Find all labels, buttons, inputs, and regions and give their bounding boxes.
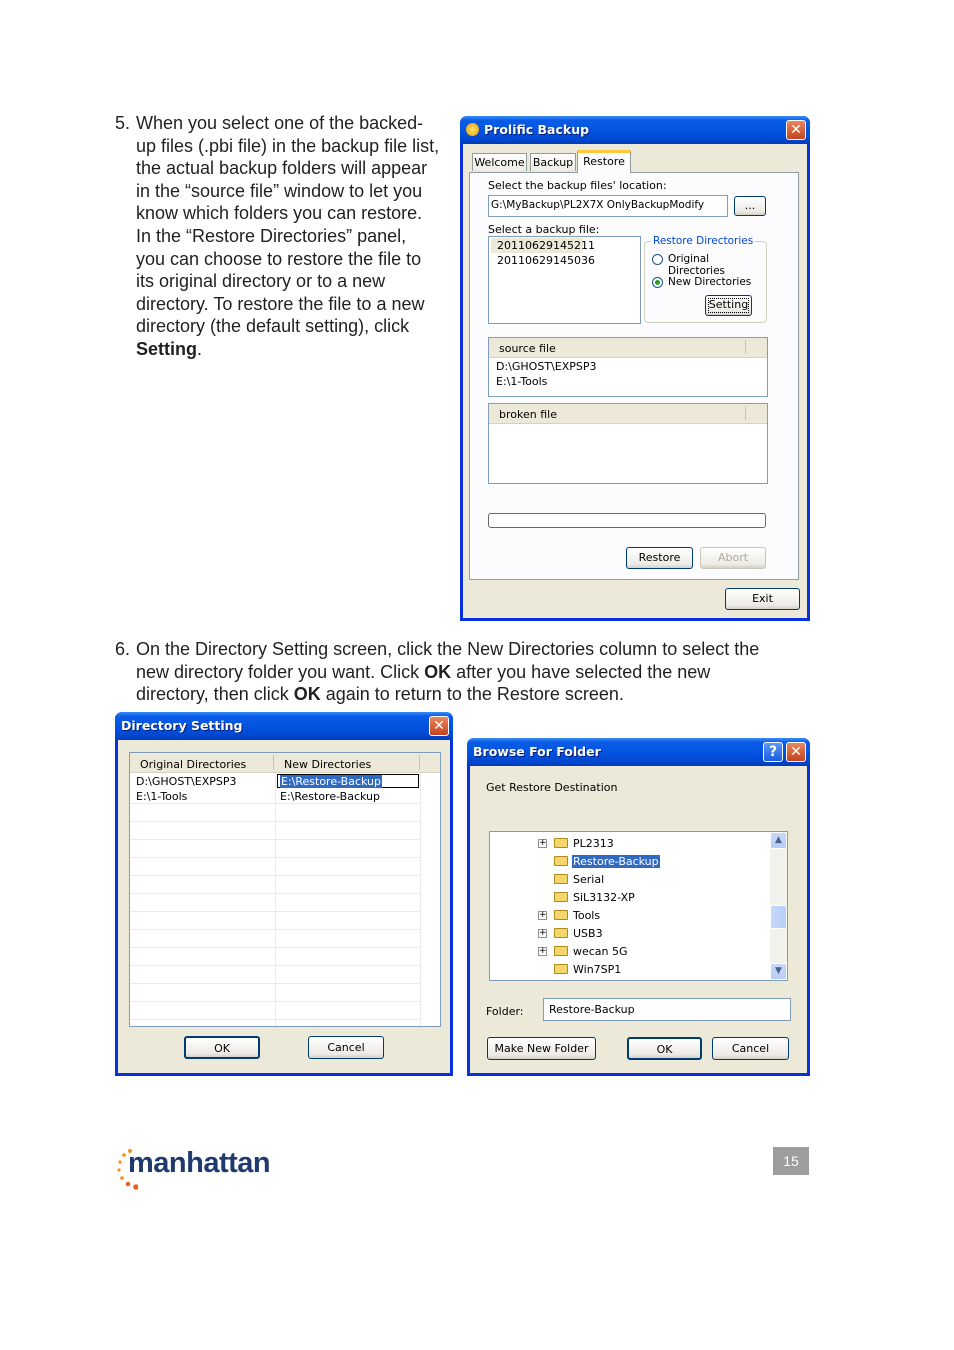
tab-welcome[interactable] (472, 153, 527, 171)
close-icon[interactable]: ✕ (786, 742, 806, 762)
location-input[interactable]: G:\MyBackup\PL2X7X OnlyBackupModify (488, 195, 728, 217)
prolific-backup-window (460, 116, 810, 621)
step-6-text (136, 638, 826, 706)
tab-backup-label: Backup (532, 156, 574, 169)
radio-new-directories[interactable] (652, 277, 663, 288)
tree-item-label: USB3 (573, 926, 603, 940)
select-backup-label: Select a backup file: (488, 223, 600, 236)
list-item[interactable]: 20110629145211 (491, 238, 583, 253)
step-5-line: know which folders you can restore. (136, 203, 423, 224)
scroll-up-icon[interactable]: ▲ (770, 832, 787, 849)
browse-client (470, 766, 807, 1073)
setting-emphasis: Setting (136, 338, 197, 359)
ok-button[interactable]: OK (184, 1036, 260, 1059)
tree-item-label: Restore-Backup (573, 854, 659, 868)
list-item: D:\GHOST\EXPSP3 (496, 360, 597, 373)
tree-item[interactable] (554, 836, 615, 850)
radio-original-label: Original Directories (668, 253, 726, 277)
tree-item-label: wecan 5G (573, 944, 628, 958)
progress-bar (488, 513, 766, 528)
radio-original-directories[interactable] (652, 254, 663, 265)
restore-tab-panel (469, 172, 799, 580)
browse-location-button[interactable]: ... (734, 196, 766, 216)
manhattan-logo (116, 1145, 286, 1191)
help-icon[interactable]: ? (763, 742, 783, 762)
directory-grid[interactable] (129, 752, 441, 1027)
backup-file-list[interactable] (488, 236, 641, 324)
directory-setting-title: Directory Setting (121, 718, 243, 733)
folder-icon (554, 910, 568, 920)
exit-button[interactable]: Exit (725, 588, 800, 610)
broken-file-header: broken file (499, 408, 557, 421)
expand-icon[interactable]: + (539, 910, 547, 920)
column-new-directories[interactable]: New Directories (284, 758, 372, 771)
step-6-line-3: directory, then click OK again to return to the Restore screen. (136, 684, 624, 705)
directory-setting-title-bar[interactable] (115, 712, 453, 740)
tree-item-label: Tools (573, 908, 601, 922)
folder-input[interactable]: Restore-Backup (543, 998, 791, 1021)
table-row-original[interactable]: D:\GHOST\EXPSP3 (136, 775, 237, 788)
setting-button[interactable]: Setting (705, 295, 752, 316)
column-original-directories[interactable]: Original Directories (140, 758, 247, 771)
scroll-down-icon[interactable]: ▼ (770, 963, 787, 980)
directory-setting-client (118, 740, 450, 1073)
restore-directories-group (644, 235, 767, 323)
step-5-line: in the “source file” window to let you (136, 180, 423, 201)
page-number: 15 (783, 1153, 799, 1169)
tab-welcome-label: Welcome (474, 156, 525, 169)
folder-label: Folder: (486, 1005, 524, 1018)
step-5-period: . (197, 338, 203, 359)
app-icon (466, 123, 479, 136)
prolific-title-bar[interactable] (460, 116, 810, 144)
page-number-box (773, 1147, 809, 1175)
step-5-line: you can choose to restore the file to (136, 248, 422, 269)
cancel-button[interactable]: Cancel (308, 1036, 384, 1059)
tree-item-label: Win7SP1 (573, 962, 622, 976)
prolific-title: Prolific Backup (484, 122, 590, 137)
step-6 (115, 638, 835, 708)
new-directory-selected-text: E:\Restore-Backup (281, 775, 381, 788)
source-file-list[interactable] (488, 337, 768, 397)
tree-item[interactable] (554, 962, 622, 976)
step-5-line: directory. To restore the file to a new (136, 293, 425, 314)
folder-icon (554, 856, 568, 866)
folder-icon (554, 928, 568, 938)
folder-icon (554, 946, 568, 956)
tree-item-label: PL2313 (573, 836, 614, 850)
step-5-text (136, 112, 456, 361)
scroll-thumb[interactable] (770, 905, 787, 929)
browse-for-folder-window (467, 738, 810, 1076)
location-label: Select the backup files' location: (488, 179, 667, 192)
list-item[interactable]: 20110629145036 (497, 254, 595, 267)
folder-icon (554, 838, 568, 848)
tree-item[interactable] (554, 854, 660, 868)
tree-item[interactable] (554, 926, 604, 940)
step-5-line: In the “Restore Directories” panel, (136, 225, 407, 246)
step-5-line: its original directory or to a new (136, 271, 386, 292)
folder-tree[interactable] (489, 831, 788, 981)
tab-restore-label: Restore (583, 155, 625, 168)
close-icon[interactable]: ✕ (786, 120, 806, 140)
folder-icon (554, 964, 568, 974)
tab-backup[interactable] (530, 153, 576, 171)
step-5 (115, 112, 455, 362)
step-6-line-2: new directory folder you want. Click OK after you have selected the new (136, 661, 711, 682)
step-5-line: the actual backup folders will appear (136, 158, 428, 179)
scrollbar[interactable] (770, 832, 787, 980)
tree-item-label: SiL3132-XP (573, 890, 635, 904)
radio-new-label: New Directories (668, 276, 752, 288)
step-5-number: 5. (115, 113, 131, 133)
expand-icon[interactable]: + (539, 838, 547, 848)
browse-title: Browse For Folder (473, 744, 601, 759)
step-5-line: When you select one of the backed- (136, 113, 424, 133)
logo-text: manhattan (128, 1147, 271, 1179)
tree-item[interactable] (554, 908, 601, 922)
table-row-new[interactable]: E:\Restore-Backup (280, 790, 380, 803)
step-6-number: 6. (115, 639, 131, 659)
source-file-header: source file (499, 342, 556, 355)
folder-icon (554, 892, 568, 902)
ok-button[interactable]: OK (627, 1037, 702, 1060)
tree-item-label: Serial (573, 872, 605, 886)
browse-prompt: Get Restore Destination (486, 781, 618, 794)
new-directory-edit-cell[interactable] (277, 774, 419, 788)
tab-restore[interactable] (577, 150, 631, 173)
step-5-line: directory (the default setting), click (136, 316, 410, 337)
cancel-button[interactable]: Cancel (712, 1037, 789, 1060)
abort-button[interactable]: Abort (700, 547, 766, 569)
restore-directories-label: Restore Directories (653, 235, 754, 247)
expand-icon[interactable]: + (539, 946, 547, 956)
table-row-original[interactable]: E:\1-Tools (136, 790, 188, 803)
make-new-folder-button[interactable]: Make New Folder (487, 1037, 596, 1060)
close-icon[interactable]: ✕ (429, 716, 449, 736)
directory-setting-window (115, 712, 453, 1076)
tree-item[interactable] (554, 872, 605, 886)
broken-file-list[interactable] (488, 403, 768, 484)
prolific-client (463, 144, 807, 618)
tree-item[interactable] (554, 890, 636, 904)
expand-icon[interactable]: + (539, 928, 547, 938)
tree-item[interactable] (554, 944, 629, 958)
list-item: E:\1-Tools (496, 375, 548, 388)
step-5-line (136, 338, 456, 361)
folder-icon (554, 874, 568, 884)
step-5-line: up files (.pbi file) in the backup file list, (136, 135, 440, 156)
browse-title-bar[interactable] (467, 738, 810, 766)
grid-column-line (275, 773, 276, 1027)
grid-column-line (420, 773, 421, 1027)
restore-button[interactable]: Restore (626, 547, 693, 569)
step-6-line-1: On the Directory Setting screen, click the New Directories column to select the (136, 639, 760, 659)
